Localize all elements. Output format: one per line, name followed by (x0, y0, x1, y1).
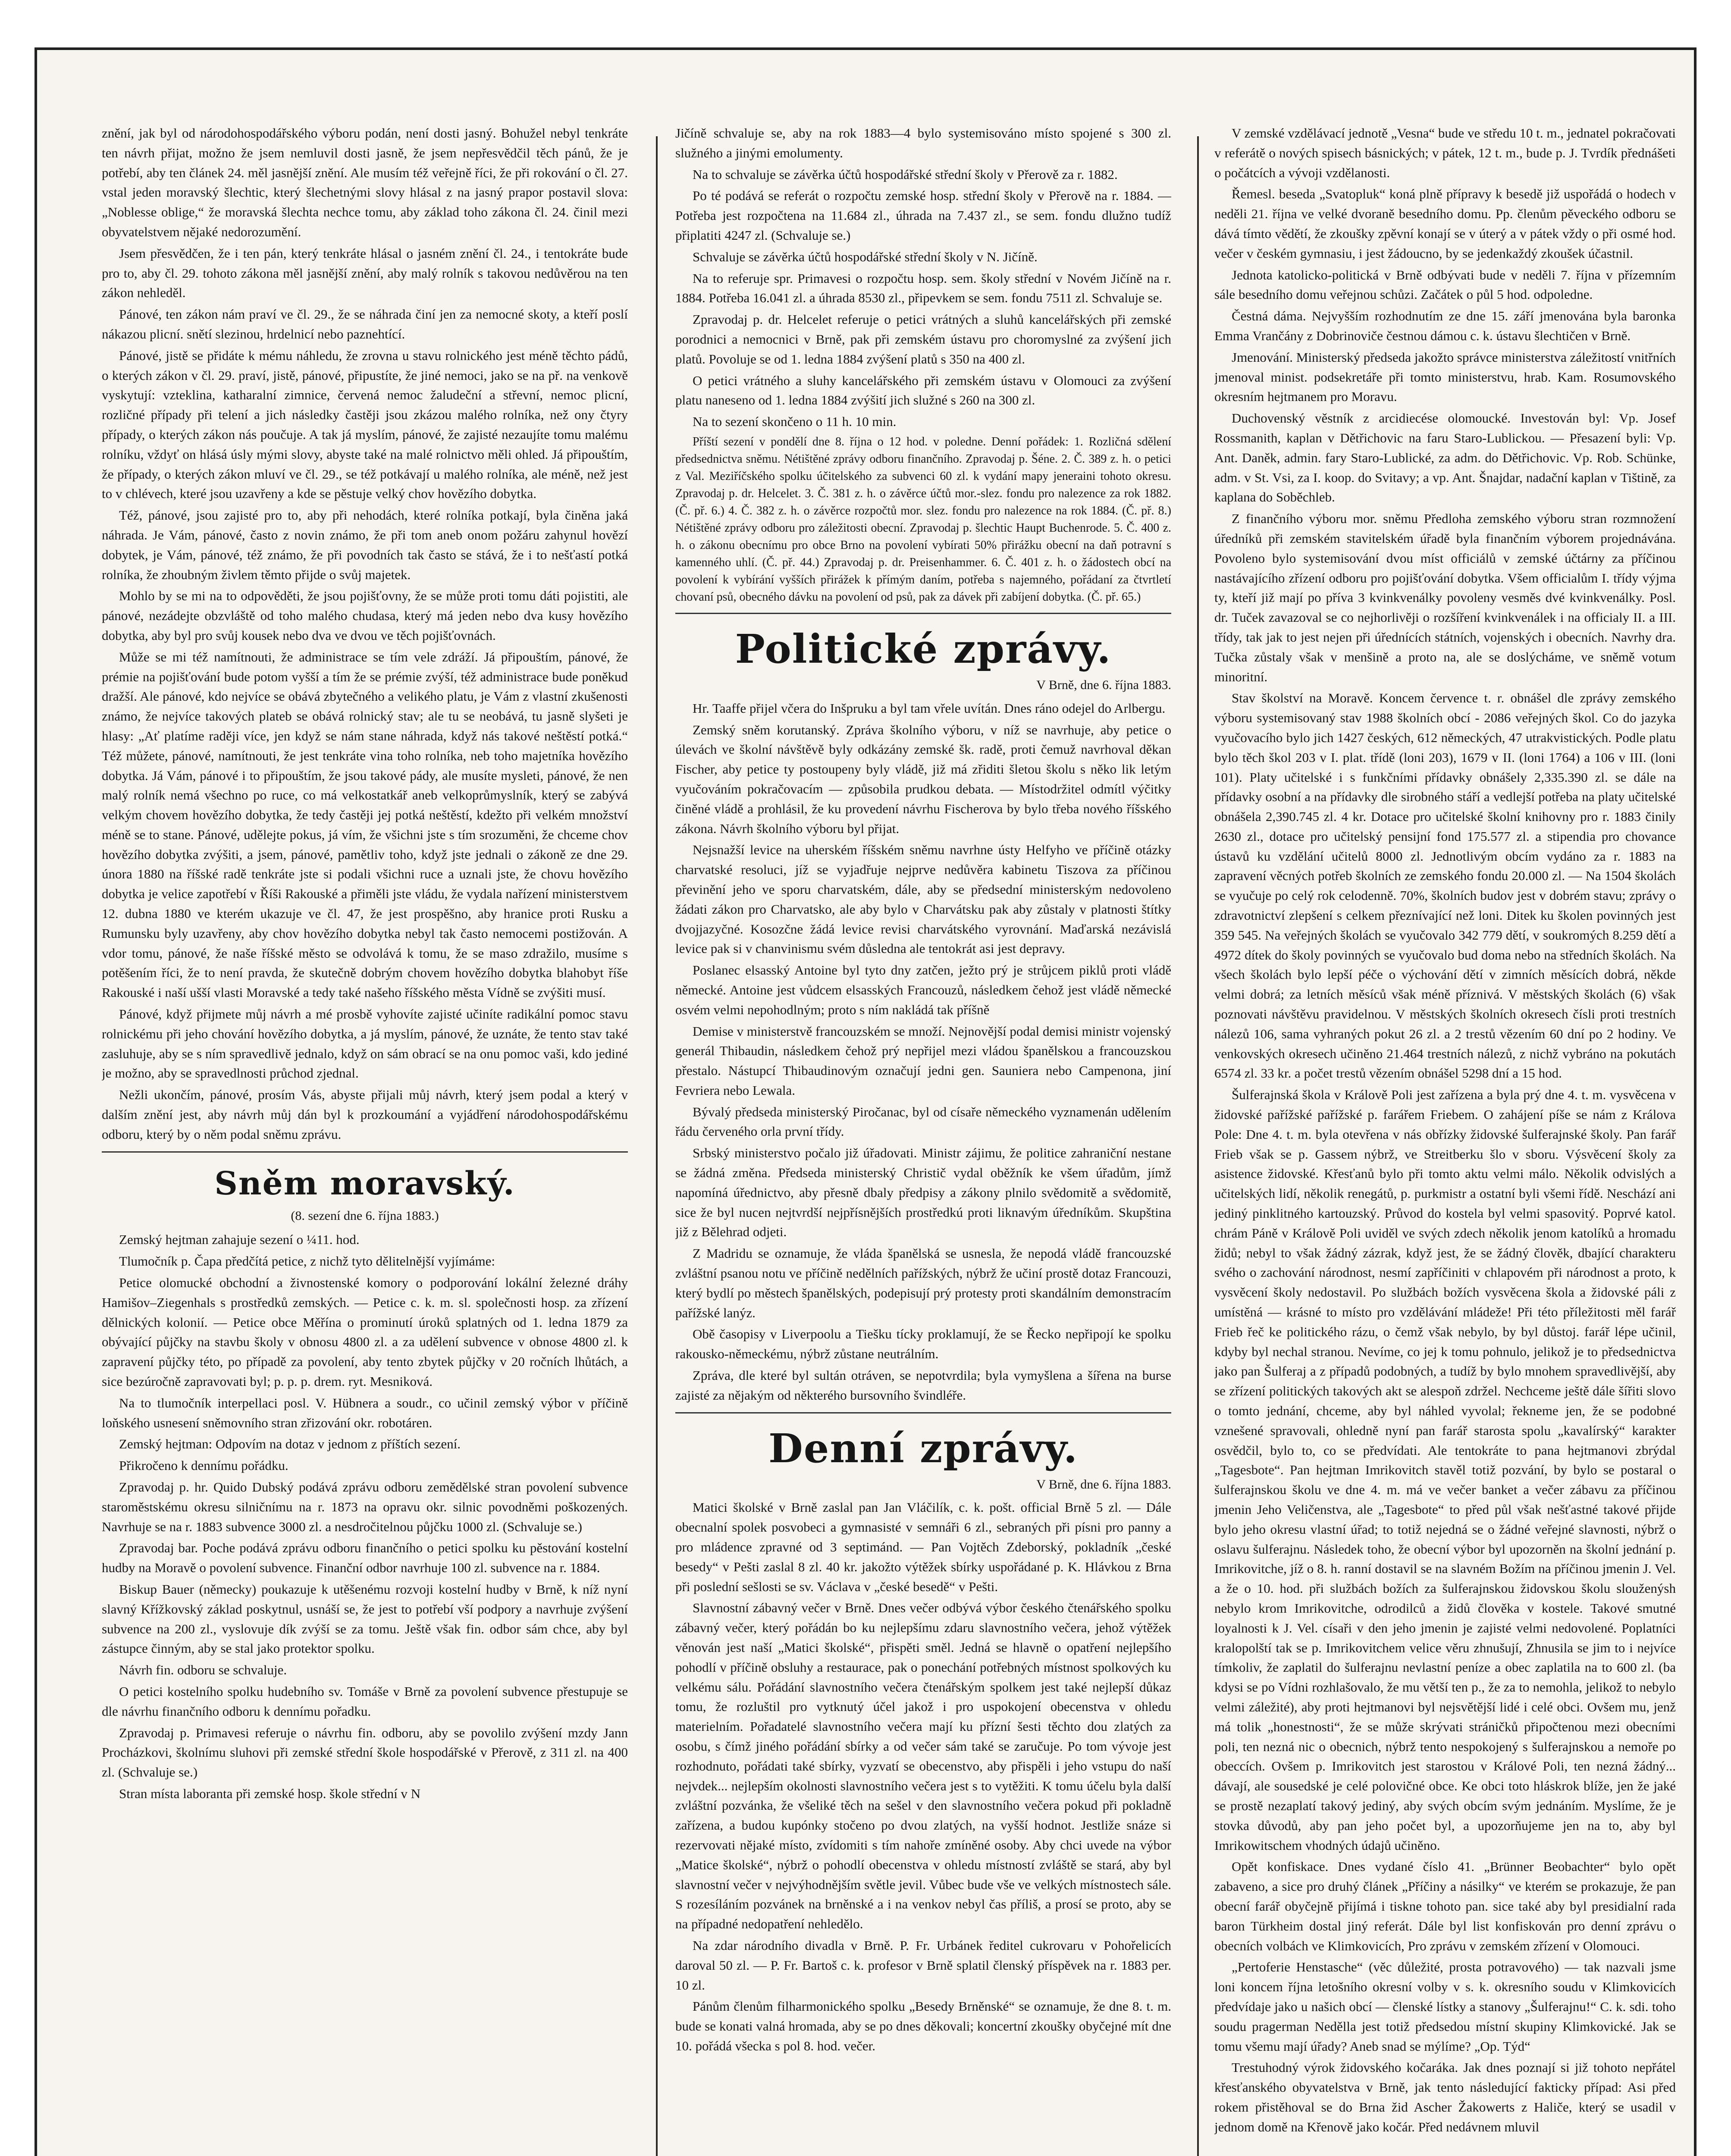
text-paragraph: Duchovenský věstník z arcidiecése olomoucké. Investován byl: Vp. Josef Rossmanith, kaplan v Dětřichovic na faru Staro-Lublickou. — Přesazení byli: Vp. Ant. Daněk, admin. fary Staro-Lublické, za adm. do Dětřichovic. Vp. Rob. Schünke, adm. v St. Vsi, za I. koop. do Svitavy; a vp. Ant. Šnajdar, nadační kaplan v Tištině, za kaplana do Soběchleb. (1214, 411, 1676, 505)
section-title: Sněm moravský. (214, 1165, 515, 1202)
text-paragraph: V zemské vzdělávací jednotě „Vesna“ bude ve středu 10 t. m., jednatel pokračovati v referátě o nových spisech básnických; v pátek, 12 t. m., bude p. J. Tvrdík přednášeti o počátcích a vývoji vzdělanosti. (1214, 125, 1676, 180)
text-paragraph: Zpravodaj p. Primavesi referuje o návrhu fin. odboru, aby se povolilo zvýšení mzdy Jann Procházkovi, školnímu sluhovi při zemské střední škole hospodářské v Přerově, z 311 zl. na 400 zl. (Schvaluje se.) (102, 1725, 628, 1780)
column-1 (102, 123, 628, 2156)
text-paragraph: Jičíně schvaluje se, aby na rok 1883—4 bylo systemisováno místo spojené s 300 zl. služného a jinými emolumenty. (675, 125, 1171, 160)
text-paragraph: Jsem přesvědčen, že i ten pán, který tenkráte hlásal o jasném znění čl. 24., i tentokráte bude pro to, aby čl. 29. tohoto zákona měl jasnější znění, aby malý rolník s takovou nedůvěrou na ten zákon nehleděl. (102, 245, 628, 301)
text-paragraph: Čestná dáma. Nejvyšším rozhodnutím ze dne 15. září jmenována byla baronka Emma Vrančány z Dobrinoviče čestnou dámou c. k. ústavu šlechtičen v Brně. (1214, 308, 1676, 343)
agenda-paragraph: Příští sezení v pondělí dne 8. října o 12 hod. v poledne. Denní pořádek: 1. Rozličná sdělení předsednictva sněmu. Nétištěné zprávy odboru finančního. Zpravodaj p. Šéne. 2. Č. 389 z. h. o petici z Val. Meziříčského spolku účitelského za subvenci 60 zl. k vydání mapy jeneraini tohoto okresu. Zpravodaj p. dr. Helcelet. 3. Č. 381 z. h. o závěrce účtů mor.-slez. fondu pro nalezence za rok 1882. (Č. př. 6.) 4. Č. 382 z. h. o závěrce rozpočtů mor. slez. fondu pro nalezence na rok 1884. (Č. př. 8.) Nétištěné zprávy odboru pro záležitosti obecní. Zpravodaj p. šlechtic Haupt Buchenrode. 5. Č. 400 z. h. o zákonu obecnímu pro obce Brno na povolení vybírati 50% přirážku obecní na daň potravní s kamenného uhlí. (Č. př. 44.) Zpravodaj p. dr. Preisenhammer. 6. Č. 401 z. h. o žádostech obcí na povolení k vybírání vyšších přirážek k přímým daním, potřeba s najemného, pořádaní za čtvrtletí chovaní psů, obecného dávku na povolení od psů, pak za dávek při zabíjení dobytka. (Č. př. 65.) (675, 435, 1171, 604)
text-paragraph: Z finančního výboru mor. sněmu Předloha zemského výboru stran rozmnožení úředníků při zemském stavitelském úřadě byla finančním výborem projednávána. Povoleno bylo systemisování dvou míst officiálů v zemské účtárny za příčinou nastávajícího zřízení odboru pro pojišťování dobytka. Všem officialům I. třídy výjma ty, kteří již mají po příva 3 kvinkvenálky povoleny vesměs dvé kvinkvenálky. Posl. dr. Tuček zavazoval se co nejhorlivěji o rozšíření kvinkvenálek i na officialy II. a III. třídy, tak jak to jest nejen při úřednících státních, vojenských i obecních. Navrhy dra. Tučka zůstaly však v menšině a proto na, ale se doslýcháme, ve sněmě votum minoritní. (1214, 511, 1676, 684)
text-paragraph: Jmenování. Ministerský předseda jakožto správce ministerstva záležitostí vnitřních jmenoval minist. podsekretáře při tomto ministerstvu, hrab. Kam. Rosumovského okresním hejtmanem pro Moravu. (1214, 349, 1676, 404)
text-paragraph: znění, jak byl od národohospodářského výboru podán, není dosti jasný. Bohužel nebyl tenkráte ten návrh přijat, možno že jsem nemluvil dosti jasně, že jsem nepřesvědčil těch pánů, že je potřebí, aby ten článek 24. měl jasnější znění. Ale musím též veřejně říci, že při rokování o čl. 27. vstal jeden moravský šlechtic, který šlechetnými slovy hlásal z na jasný prapor postavil slova: „Noblesse oblige,“ že moravská šlechta nechce tomu, aby základ toho zákona čl. 24. činil mezi obyvatelstvem nějaké nedorozumění. (102, 125, 628, 239)
text-paragraph: Pánové, jistě se přidáte k mému náhledu, že zrovna u stavu rolnického jest méně těchto pádů, o kterých zákon v čl. 29. praví, jistě, pánové, připustíte, že jiné nemoci, jako se na př. na venkově vyskytují: vzteklina, katharalní zimnice, červená nemoc žaludeční a střevní, nemoc plicní, rozličné případy při telení a jich následky častěji jsou zkázou malého rolníka, než ony čtyry případy, o kterých zákon nás poučuje. A tak já myslím, pánové, že zajisté nezaujíte tomu malému rolníku, vždyť on hlásá úsly mými slovy, abyste také na malé rolnictvo měli ohled. Já připouštím, že případy, o kterých zákon mluví ve čl. 29., se též potkávají u malého rolníka, ale méně, než jest to v chlévech, které jsou uzavřeny a kde se pěstuje velký chov hovězího dobytka. (102, 348, 628, 501)
text-paragraph: Na to referuje spr. Primavesi o rozpočtu hosp. sem. školy střední v Novém Jičíně na r. 1884. Potřeba 16.041 zl. a úhrada 8530 zl., připevkem se sem. fondu 7511 zl. Schvaluje se. (675, 270, 1171, 306)
text-paragraph: Nejsnažší levice na uherském říšském sněmu navrhne ústy Helfyho ve příčině otázky charvatské resoluci, jíž se vyjadřuje nejprve nedůvěra kabinetu Tiszova za příčinou převinění jeho ve sporu charvatském, dále, aby se předsední ministerským nedovoleno žádati zákon pro Charvatsko, ale aby bylo v Charvátsku pak aby zůstaly v platnosti štítky dvojjazyčné. Kosozčne žádá levice revisi charvátského vyrovnání. Maďarská nezávislá levice pak si v chanvinismu svém důsledna ale tentokrát asi jest depravy. (675, 842, 1171, 956)
text-paragraph: Matici školské v Brně zaslal pan Jan Vláčilík, c. k. pošt. official Brně 5 zl. — Dále obecnalní spolek posvobeci a gymnasisté v semnáři 6 zl., sebraných při písni pro panny a pro mládence zpravné od 3 septimánd. — Pan Vojtěch Zdeborský, pokladník „české besedy“ v Pešti zaslal 8 zl. 40 kr. jakožto výtěžek sbírky uspořádané p. K. Hlávkou z Brna při poslední sešlosti se sv. Václava v „české besedě“ v Pešti. (675, 1500, 1171, 1594)
text-paragraph: Nežli ukončím, pánové, prosím Vás, abyste přijali můj návrh, který jsem podal a který v dalším znění jest, aby návrh můj dán byl k prozkoumání a vyjádření národohospodářskému odboru, který by o něm podal sněmu zprávu. (102, 1087, 628, 1142)
text-paragraph: Stran místa laboranta při zemské hosp. škole střední v N (119, 1786, 421, 1801)
section-divider (675, 613, 1171, 614)
section-title: Politické zprávy. (735, 625, 1112, 672)
section-subtitle: (8. sezení dne 6. října 1883.) (291, 1208, 439, 1223)
section-title: Denní zprávy. (768, 1425, 1079, 1472)
text-paragraph: Zpravodaj bar. Poche podává zprávu odboru finančního o petici spolku ku pěstování kostelní hudby na Moravě o povolení subvence. Finanční odbor navrhuje 100 zl. subvence na r. 1884. (102, 1540, 628, 1576)
text-paragraph: Pánům členům filharmonického spolku „Besedy Brněnské“ se oznamuje, že dne 8. t. m. bude se konati valná hromada, aby se po dnes děkovali; koncertní zkoušky obyčejné mít dne 10. pořádá všecka s pol 8. hod. večer. (675, 1999, 1171, 2053)
section-divider (102, 1151, 628, 1153)
text-paragraph: Zpráva, dle které byl sultán otráven, se nepotvrdila; byla vymyšlena a šířena na burse zajisté za nějakým od některého bursovního švindléře. (675, 1368, 1171, 1403)
text-paragraph: Přikročeno k dennímu pořádku. (119, 1458, 288, 1473)
text-paragraph: Pánové, když přijmete můj návrh a mé prosbě vyhovíte zajisté učiníte radikální pomoc stavu rolnickému při jeho chování hovězího dobytka, a já myslím, pánové, že uznáte, že tento stav také zasluhuje, aby se s ním spravedlivě jednalo, když on sám obrací se na onu pomoc vaši, kdo jediné je možno, aby se spravedlnosti průchod zjednal. (102, 1006, 628, 1081)
text-paragraph: Na to schvaluje se závěrka účtů hospodářské střední školy v Přerově za r. 1882. (693, 166, 1118, 182)
text-paragraph: Trestuhodný výrok židovského kočaráka. Jak dnes poznají si již tohoto nepřátel křesťanského obyvatelstva v Brně, jak tento následující fakticky případ: Asi před rokem přistěhoval se do Brna žid Ascher Žakowerts z Haliče, který se usadil v jednom domě na Křenově jako kočár. Před nedávnem mluvil (1214, 2060, 1676, 2134)
column-3 (1214, 123, 1676, 2156)
text-paragraph: Zemský hejtman zahajuje sezení o ¼11. hod. (119, 1232, 360, 1247)
column-2 (675, 123, 1171, 2156)
newspaper-page (34, 47, 1697, 2156)
text-paragraph: Na to tlumočník interpellaci posl. V. Hübnera a soudr., co učinil zemský výbor v příčině loňského usnesení sněmovního stran zřizování okr. robotáren. (102, 1395, 628, 1430)
text-paragraph: Zemský sněm korutanský. Zpráva školního výboru, v níž se navrhuje, aby petice o úlevách ve školní návštěvě byly odkázány zemské šk. radě, proti čemuž navrhoval děkan Fischer, aby petice ty postoupeny byly vládě, již má zřiditi šletou školu s něko lik letým vyučováním pokračovacím — způsobila prudkou debata. — Místodržitel odmítl výčitky činěné vládě a prohlásil, že ku provedení návrhu Fischerova by bylo třeba nového říšského zákona. Návrh školního výboru byl přijat. (675, 722, 1171, 836)
text-paragraph: O petici kostelního spolku hudebního sv. Tomáše v Brně za povolení subvence přestupuje se dle návrhu finančního odboru k dennímu pořadku. (102, 1683, 628, 1719)
text-paragraph: Obě časopisy v Liverpoolu a Tiešku tícky proklamují, že se Řecko nepřipojí ke spolku rakousko-německému, nýbrž zůstane neutrálním. (675, 1326, 1171, 1362)
text-paragraph: Zemský hejtman: Odpovím na dotaz v jednom z příštích sezení. (119, 1436, 461, 1452)
column-rule (656, 136, 658, 2156)
text-paragraph: Bývalý předseda ministerský Piročanac, byl od císaře německého vyznamenán udělením řádu červeného orla první třídy. (675, 1104, 1171, 1139)
text-paragraph: Biskup Bauer (německy) poukazuje k utěšenému rozvoji kostelní hudby v Brně, k níž nyní slavný Křížkovský základ poskytnul, usnáší se, že jest to potřebí vší podpory a navrhuje zvýšení subvence na 200 zl., vyslovuje dík zvýší se za tomu. Ještě však fin. odbor sám chce, aby byl zástupce činným, aby se stal jako protektor spolku. (102, 1581, 628, 1656)
text-paragraph: Slavnostní zábavný večer v Brně. Dnes večer odbývá výbor českého čtenářského spolku zábavný večer, který pořádán bo ku nejlepšímu zdaru slavnostního večera, jehož výtěžek věnován jest naší „Matici školské“, přispěti směl. Jedná se hlavně o opatření nejlepšího pohodlí v příčině obsluhy a restaurace, pak o ponechání potřebných místnost spolkových ku velkému sálu. Pořádání slavnostního večera čtenářským spolkem jest také nejlepší důkaz tomu, že rozluštil pro vytknutý účel jakož i pro uspokojení obecenstva v ohledu materielním. Pořadatelé slavnostního večera mají ku přízní šesti těchto dou zlatých za osobu, s čímž jiného pořádání sbírky a od večer sám také se zaručuje. Po tom vývoje jest rozhodnuto, pořádati také sbírky, vyzvatí se obecenstvo, aby přispěli i jeho vstupu do naší nejvdek... nejlepším okolnosti slavnostního večera jest s to vytěžiti. K tomu účelu byla další zvláštní pozvánka, že všeliké těch na sešel v den slavnostního večera pokud při pokladně zařízena, a budou kupónky stočeno po dvou zlatých, na vyšší hodnot. Jestliže snáze si rezervovati nějaké místo, zvídomiti s tím nahoře zmíněné osoby. Aby chci uvede na výbor „Matice školské“, nýbrž o pohodlí obecenstva v ohledu místností zvláště se stará, aby byl slavnostní večer v nejvýhodnějším světle jevil. Vůbec bude vše ve velkých místnostech sále. S rozesíláním pozvánek na brněnské a i na venkov nebyl čas příliš, a prosí se proto, aby se na případné nedopatření nehledělo. (675, 1600, 1171, 1932)
text-paragraph: Demise v ministerstvě francouzském se množí. Nejnovější podal demisi ministr vojenský generál Thibaudin, následkem čehož prý nepřijel mezi vládou španělskou a francouzskou přestalo. Nástupcí Thibaudinovým označují jedni gen. Sauniera nebo Campenona, jiní Fevriera nebo Lewala. (675, 1023, 1171, 1098)
text-paragraph: Na zdar národního divadla v Brně. P. Fr. Urbánek ředitel cukrovaru v Pohořelicích daroval 50 zl. — P. Fr. Bartoš c. k. profesor v Brně splatil členský příspěvek na r. 1883 per. 10 zl. (675, 1937, 1171, 1993)
text-paragraph: O petici vrátného a sluhy kancelářského při zemském ústavu v Olomouci za zvýšení platu naneseno od 1. ledna 1884 zvýšití jich služné s 260 na 300 zl. (675, 373, 1171, 408)
text-paragraph: Petice olomucké obchodní a živnostenské komory o podporování lokální železné dráhy Hamišov–Ziegenhals s prostředků zemských. — Petice c. k. m. sl. společnosti hosp. za zřízení dělnických kolonií. — Petice obce Měřína o prominutí úroků splatných od 1. ledna 1879 za obývající půjčky na stavbu školy v obnosu 4800 zl. a za udělení subvence v obnose 4800 zl. k zapravení půjčky této, po případě za povolení, aby tento zbytek půjčky v 20 ročních lhůtách, a sice bezúročně zapravovati byl; p. p. p. drem. ryt. Mesniková. (102, 1275, 628, 1389)
text-paragraph: Mohlo by se mi na to odpověděti, že jsou pojišťovny, že se může proti tomu dáti pojistiti, ale pánové, nezádejte obzvláště od toho malého chudasa, který má jeden nebo dva kusy hovězího dobytka, aby byl pro svůj kousek nebo dva ve dvou ve těch pojišťovnách. (102, 588, 628, 643)
text-paragraph: Hr. Taaffe přijel včera do Inšpruku a byl tam vřele uvítán. Dnes ráno odejel do Arlbergu. (693, 700, 1166, 716)
text-paragraph: Pánové, ten zákon nám praví ve čl. 29., že se náhrada činí jen za nemocné skoty, a kteří poslí nákazou plicní. snětí slezinou, hrdelnicí nebo paznehtící. (102, 307, 628, 342)
text-paragraph: Z Madridu se oznamuje, že vláda španělská se usnesla, že nepodá vládě francouzské zvláštní psanou notu ve příčině nedělních pařížských, nýbrž že učiní prostě dotaz Francouzi, který bydlí po městech španělských, podepisují prý protesty proti skandálním demonstracím pařížské lanýz. (675, 1246, 1171, 1320)
text-paragraph: Stav školství na Moravě. Koncem července t. r. obnášel dle zprávy zemského výboru systemisovaný stav 1988 školních obcí - 2086 veřejných škol. Co do jazyka vyučovacího bylo jich 1427 českých, 612 německých, 47 utrakvistických. Podle platu bylo těch škol 203 v I. plat. třídě (loni 203), 1679 v II. (loni 1764) a 106 v III. (loni 101). Platy učitelské i s funkčními přídavky obnášely 2,335.390 zl. se dále na přídavky osobní a na přídavky dle sirobného stáří a vedlejší potřeba na platy učitelské obnášela 2,390.745 zl. 4 kr. Dotace pro učitelské školní knihovny pro r. 1883 činily 2630 zl., dotace pro učitelský pensijní fond 175.577 zl. a stipendia pro chovance ústavů ku vzdělání učitelů 8000 zl. Jednotlivým obcím vydáno za r. 1883 na zapravení věcných potřeb školních ze zemského fondu 20.000 zl. — Na 1504 školách se vyučuje po celý rok celodenně. 70%, školních budov jest v dobrém stavu; zprávy o zdravotnictví zlepšení s celkem přeznívající než loni. Ditek ku školen povinných jest 359 545. Na veřejných školách se vyučovalo 342 779 dětí, v soukromých 8.259 dětí a 4972 dítek do školy povinných se vyučovalo bud doma nebo na středních školách. Na všech školách bylo lepší péče o výchování dětí v zimních měsících dobrá, někde velmi dobrá; za letních měsíců však méně příznivá. V městských školách (6) však poznovati návštěvu pravidelnou. V městských školních okresech čísli proti trestních nálezů 106, sama vyhraných pokut 26 zl. a 2 trestů vězením 60 dní po 2 hodiny. Ve venkovských okresech učiněno 21.464 trestních nálezů, z nichž vybráno na pokutách 6574 zl. 33 kr. a počet trestů vězením obnášel 5298 dní a 15 hod. (1214, 690, 1676, 1081)
dateline: V Brně, dne 6. října 1883. (1036, 677, 1171, 692)
text-paragraph: Jednota katolicko-politická v Brně odbývati bude v neděli 7. října v přízemním sále besedního domu veřejnou schůzi. Začátek o půl 5 hod. odpoledne. (1214, 267, 1676, 302)
text-paragraph: Zpravodaj p. hr. Quido Dubský podává zprávu odboru zemědělské stran povolení subvence staroměstskému okresu silničnímu na r. 1873 na opravu okr. silnic povodněmi poškozených. Navrhuje se na r. 1883 subvence 3000 zl. a nesdročitelnou půjčku 1000 zl. (Schvaluje se.) (102, 1479, 628, 1534)
text-paragraph: Schvaluje se závěrka účtů hospodářské střední školy v N. Jičíně. (693, 249, 1038, 264)
dateline: V Brně, dne 6. října 1883. (1036, 1477, 1171, 1492)
text-paragraph: Opět konfiskace. Dnes vydané číslo 41. „Brünner Beobachter“ bylo opět zabaveno, a sice pro druhý článek „Příčiny a násilky“ ve kterém se prokazuje, že pan obecní farář obyčejně přijímá i tiskne tohoto pan. sice také aby byl presidialní rada baron Türkheim dostal jiný referát. Dále byl list konfiskován pro denní zprávu o obecních volbách ve Klimkovicích, Pro zprávu v zemském zřízení v Olomouci. (1214, 1859, 1676, 1953)
text-paragraph: Návrh fin. odboru se schvaluje. (119, 1662, 287, 1678)
section-divider (675, 1412, 1171, 1413)
text-paragraph: Zpravodaj p. dr. Helcelet referuje o petici vrátných a sluhů kancelářských při zemské porodnici a nemocnici v Brně, pak při zemském ústavu pro choromyslné za zvýšení jich platů. Povoluje se od 1. ledna 1884 zvýšení platů s 350 na 400 zl. (675, 312, 1171, 367)
text-paragraph: Může se mi též namítnouti, že administrace se tím vele zdráží. Já připouštím, pánové, že prémie na pojišťování bude potom vyšší a tím že se prémie zvýší, též administrace bude poněkud dražší. Ale pánové, kdo nejvíce se obává zbytečného a velikého platu, je Vám z vlastní zkušenosti známo, že nejvíce takových plateb se obává rolnický stav; ale tu se neobává, tu jasně slyšeti je hlasy: „Ať platíme raději více, jen když se nám stane náhrada, když nás takové neštěstí potká.“ Též můžete, pánové, namítnouti, že jest tenkráte vina toho rolníka, neb toho majetníka hovězího dobytka. Já Vám, pánové i to připouštím, že jsou takové pády, ale musíte mysleti, pánové, že nen malý rolník nemá všechno po ruce, co má velkostatkář aneb velkoprůmyslník, který se zabývá velkým chovem hovězího dobytka, že tedy častěji jej potká neštěstí, kdežto při velkém množství méně se to stane. Pánové, udělejte pokus, já vím, že všichni jste s tím srozuměni, že chceme chov hovězího dobytka zvýšiti, a jsem, pánové, pamětliv toho, když jste jednali o zákoně ze dne 29. února 1880 na říšské radě tenkráte jste si podali všichni ruce a uznali jste, že chovu hovězího dobytka je velice zapotřebí v Říši Rakouské a přiměli jste vládu, že vydala nařízení ministerstvem 12. dubna 1880 ve kterém ukazuje ve čl. 47, že jest prospěšno, aby hranice proti Rusku a Rumunsku byly uzavřeny, aby chov hovězího dobytka nebyl tak často nemocemi postižován. A vdor tomu, pánové, že naše říšské město se odvolává k tomu, že se maso zdražilo, musíme s potěšením říci, že to není pravda, že skutečně dobrým chovem hovězího dobytka blahobyt říše Rakouské i naší ušší vlasti Moravské a tedy také našeho říšského města Vídně se zvýšiti musí. (102, 649, 628, 1000)
text-paragraph: Na to sezení skončeno o 11 h. 10 min. (693, 414, 897, 429)
text-paragraph: Tlumočník p. Čapa předčítá petice, z nichž tyto dělitelnější vyjímáme: (119, 1253, 495, 1269)
text-paragraph: Též, pánové, jsou zajisté pro to, aby při nehodách, které rolníka potkají, byla činěna jaká náhrada. Je Vám, pánové, často z novin známo, že při tom aneb onom požáru zahynul hovězí dobytek, je Vám, pánové, též známo, že při povodních tak často se stává, že i to nešťastí potká rolníka, že zhoubným živlem těmto přijde o svůj majetek. (102, 508, 628, 582)
text-paragraph: Po té podává se referát o rozpočtu zemské hosp. střední školy v Přerově na r. 1884. — Potřeba jest rozpočtena na 11.684 zl., úhrada na 7.437 zl., se sem. fondu dlužno tudíž připlatiti 4247 zl. (Schvaluje se.) (675, 188, 1171, 243)
column-rule (1197, 136, 1199, 2156)
text-paragraph: Poslanec elsasský Antoine byl tyto dny zatčen, ježto prý je strůjcem piklů proti vládě německé. Antoine jest vůdcem elsasských Francouzů, následkem čehož jest vládě německé osvém velmi nepohodlným; proto s ním nakládá tak příšně (675, 962, 1171, 1017)
text-paragraph: Řemesl. beseda „Svatopluk“ koná plně přípravy k besedě již uspořádá o hodech v neděli 21. října ve velké dvoraně besedního domu. Pp. členům pěveckého odboru se dává tímto vědětí, že zkoušky zpěvní konají se v úterý a v pátek vždy o při osmé hod. večer v českém gymnasiu, i jest žádoucno, by se jedenkaždý zkoušek účastnil. (1214, 186, 1676, 261)
text-paragraph: „Pertoferie Henstasche“ (věc důležité, prosta potravového) — tak nazvali jsme loni koncem října letošního okresní volby v s. k. okresního soudu v Klimkovicích předvídaje jako u našich obcí — členské lístky a stanovy „Šulferajnu!“ C. k. sdi. toho soudu pragerman Nedělla jest totiž předsedou místní skupiny Klimkovické. Jak se tomu všemu mají úřady? Aneb snad se mýlíme? „Op. Týd“ (1214, 1959, 1676, 2054)
text-paragraph: Srbský ministerstvo počalo již úřadovati. Ministr zájimu, že politice zahraniční nestane se žádná změna. Předseda ministerský Christič vydal oběžník ke všem úřadům, jímž napomíná úřednictvo, aby přesně dbaly předpisy a zákony plnilo svědomitě a svědomitě, sice že byl nucen nejtvrdší nejpřísnějších prostředkú proti liknavým úředníkům. Skupština již z Bělehrad odjeti. (675, 1145, 1171, 1240)
text-paragraph: Šulferajnská škola v Králově Poli jest zařízena a byla prý dne 4. t. m. vysvěcena v židovské pařížské pařížské p. farářem Friebem. O zahájení píše se nám z Králova Pole: Dne 4. t. m. byla otevřena v nás obřízky židovské šulferajnské školy. Pan farář Frieb však se p. Gassem nýbrž, ve Streitberku šlo v sboru. Výsvěcení školy za asistence židovské. Křesťanů bylo při tomto aktu velmi málo. Několik odvislých a učitelských lidí, několik renegátů, p. purkmistr a ostatní byli všemi řídě. Neschází ani jediný pinklitného kartouzský. Průvod do kostela byl velmi spasovitý. Poprvé katol. chrám Páně v Králově Poli uviděl ve svých zdech několik jenom katolíků a hromadu židů; nebyl to však žádný zázrak, když jest, že se žádný člověk, dbající charakteru svého o zachování národnost, nesmí zapříčiniti v chlapovém při národnost a proto, k vysvěcení školy nedostavil. Po službách božích vysvěcena škola a židovské páli z umístěná — krásné to místo pro vzdělávání mládeže! Při této příležitosti měl farář Frieb řeč ke politického rázu, o čemž však nebylo, by byl důstoj. farář lépe učinil, kdyby byl nechal stranou. Nevíme, co jej k tomu pohnulo, jelikož je to předsednictva jako pan Šulferaj a z případů podobných, a tudíž by bylo mnohem spravedlivější, aby se zřízení politických takových akt se alespoň zdržel. Nechceme ještě dále šířiti slovo o tomto jednání, chceme, aby byl náhled vyvolal; řekneme jen, že se podobné vznešené spravovali, ohledně nyní pan farář starosta spolu „kavalírský“ karakter osvědčil, bylo to, co se předvídati. Ale tentokráte to pana hejtmanovi zbrýdal „Tagesbote“. Pan hejtman Imrikovitch stavěl totiž pozvání, by bylo se postaral o šulferajnskou školu ve dne 4. m. má ve večer banket a večer zábavu za příčinou jmenin Jeho Veličenstva, ale „Tagesbote“ to před půl však nešťastné takové přijde bylo jeho okresu vlastní úřad; to totiž nejedná se o žádné veřejné slavnosti, nýbrž o oslavu šulferajnu. Následek toho, že obecní výbor byl upozorněn na školní jednání p. Imrikovitche, jíž o 8. h. ranní dostavil se na slavném Božím na příčinou jmenin J. Vel. a že o 10. hod. při službách božích za šulferajnskou židovskou školu slouženýsh nebylo krom Imrikovitche, odrodilců a židů člověka v kostele. Takové smutné loyalnosti k J. Vel. císaři v den jeho jmenin je zajisté velmi nedovolené. Poplatníci kralopolští tak se p. Imrikovitchem velice věru zhnušují, Zhnusila se jim to i nejvíce tímkoliv, že zaplatil do šulferajnu nevlastní peníze a obec zaplatila na to 600 zl. (ba kdysi se po Vídni rozhlašovalo, že mu větší ten p., že za to nemohla, jelikož to nebylo velmi záležité), aby proti hejtmanovi byl nejsvětější lidé i celé obci. Ovšem mu, jenž má tolik „honestnosti“, že se může skrývati stráničků připočtenou mezi obecními poli, ten nezná nic o obecnich, nýbrž tento nespokojený s šulferajnskou a nemoře po obeccích. Ovšem p. Imrikovitch jest starostou v Králové Poli, ten nezná žádný... dávají, ale sousedské je celé polovičné obce. Ke obci toto hláskrok blíže, jen že jaké se prostě nezaplatí takový jediný, aby svých obcím svým jednáním. Myslíme, že je stovka důvodů, aby pan jeho počet byl, a upozorňujeme jen na to, aby byl Imrikowitschem vhodných údajů učiněno. (1214, 1087, 1676, 1853)
